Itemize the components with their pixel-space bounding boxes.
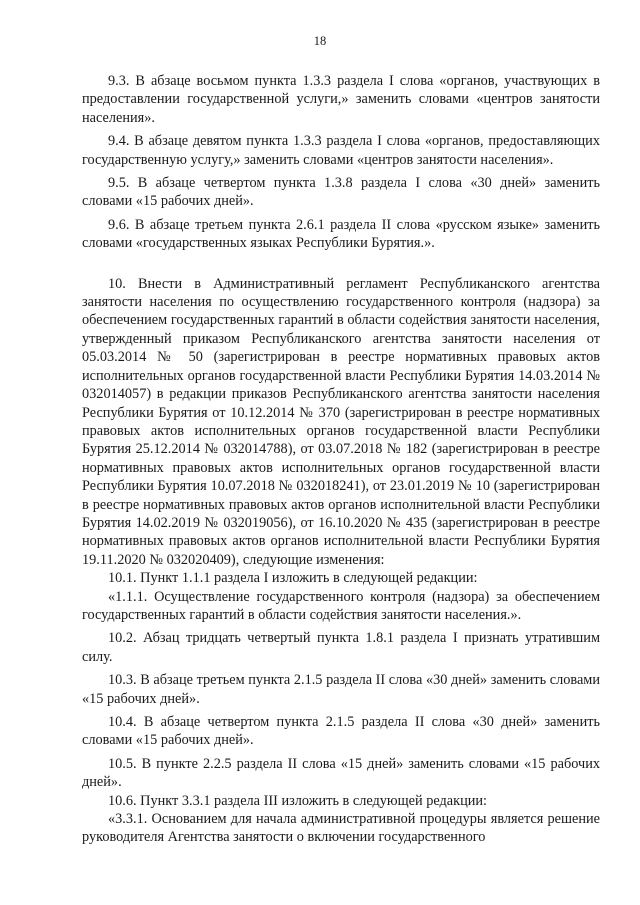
paragraph-9-5: 9.5. В абзаце четвертом пункта 1.3.8 раздела I слова «30 дней» заменить словами «15 рабочих дней». — [82, 175, 600, 210]
document-body — [82, 72, 600, 847]
paragraph-10-3: 10.3. В абзаце третьем пункта 2.1.5 раздела II слова «30 дней» заменить словами «15 рабочих дней». — [82, 672, 600, 707]
paragraph-10-5: 10.5. В пункте 2.2.5 раздела II слова «15 дней» заменить словами «15 рабочих дней». — [82, 755, 600, 791]
page-number: 18 — [313, 34, 327, 48]
paragraph-10-4: 10.4. В абзаце четвертом пункта 2.1.5 раздела II слова «30 дней» заменить словами «15 рабочих дней». — [82, 714, 600, 749]
paragraph-10-6: 10.6. Пункт 3.3.1 раздела III изложить в следующей редакции: — [108, 792, 487, 809]
paragraph-10-1-quote: «1.1.1. Осуществление государственного контроля (надзора) за обеспечением государственных гарантий в области содействия занятости населения.». — [82, 588, 600, 623]
paragraph-9-4: 9.4. В абзаце девятом пункта 1.3.3 раздела I слова «органов, предоставляющих государственную услугу,» заменить словами «центров занятости населения». — [82, 133, 600, 168]
paragraph-10-6-quote: «3.3.1. Основанием для начала административной процедуры является решение руководителя Агентства занятости о включении государственного — [82, 811, 600, 846]
paragraph-9-6: 9.6. В абзаце третьем пункта 2.6.1 раздела II слова «русском языке» заменить словами «государственных языках Республики Бурятия.». — [82, 216, 600, 252]
paragraph-10: 10. Внести в Административный регламент Республиканского агентства занятости населения по осуществлению государственного контроля (надзора) за обеспечением государственных гарантий в области содействия занятости населения, утвержденный приказом Республиканского агентства занятости населения от 05.03.2014 № 50 (зарегистрирован в реестре нормативных правовых актов исполнительных органов государственной власти Республики Бурятия 14.03.2014 № 032014057) в редакции приказов Республиканского агентства занятости населения Республики Бурятия от 10.12.2014 № 370 (зарегистрирован в реестре нормативных правовых актов исполнительных органов государственной власти Республики Бурятия 25.12.2014 № 032014788), от 03.07.2018 № 182 (зарегистрирован в реестре нормативных правовых актов исполнительных органов государственной власти Республики Бурятия 10.07.2018 № 032018241), от 23.01.2019 № 10 (зарегистрирован в реестре нормативных правовых актов органов исполнительной власти Республики Бурятия 14.02.2019 № 032019056), от 16.10.2020 № 435 (зарегистрирован в реестре нормативных правовых актов органов исполнительной власти Республики Бурятия 19.11.2020 № 032020409), следующие изменения: — [82, 275, 600, 568]
paragraph-10-1: 10.1. Пункт 1.1.1 раздела I изложить в следующей редакции: — [108, 570, 478, 587]
paragraph-10-2: 10.2. Абзац тридцать четвертый пункта 1.8.1 раздела I признать утратившим силу. — [82, 630, 600, 665]
paragraph-9-3: 9.3. В абзаце восьмом пункта 1.3.3 раздела I слова «органов, участвующих в предоставлении государственной услуги,» заменить словами «центров занятости населения». — [82, 73, 600, 126]
